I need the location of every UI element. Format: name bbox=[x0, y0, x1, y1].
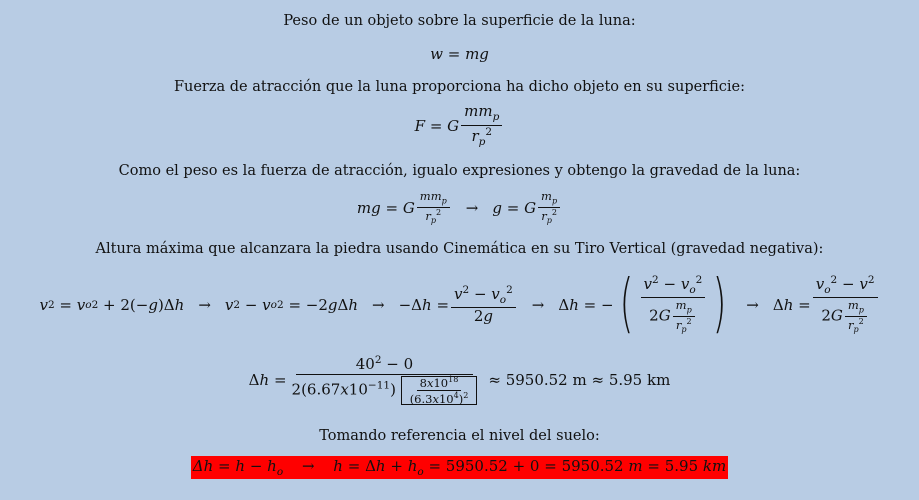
final-result-highlight: $\Delta h = h - h_o \to h = \Delta h + h_o = 5950.52 + 0 = 5950.52$ m = 5.95 km bbox=[192, 456, 727, 478]
equation-force: F = G $\frac{mm_p}{r_p^2}$ bbox=[0, 106, 919, 146]
numeric-result: ≈ 5950.52 m ≈ 5.95 km bbox=[488, 371, 671, 389]
equation-weight: w = mg bbox=[430, 45, 489, 63]
equation-gravity: mg = G $\frac{mm_p}{r_p^2}$ → g = G $\frac{m_p}{r_p^2}$ bbox=[0, 190, 919, 226]
text-weight-title: Peso de un objeto sobre la superficie de la luna: bbox=[283, 13, 636, 29]
text-attraction-force: Fuerza de atracción que la luna proporciona ha dicho objeto en su superficie: bbox=[173, 79, 746, 95]
equation-numeric-height: Δ h = $40^2 - 0$ $2(6.67x10^{-11})$ $\frac{8x10^{18}}{(6.3x10^4)^2}$ ≈ 5950.52 m ≈ 5.95 km bbox=[248, 353, 671, 407]
equation-final-highlighted bbox=[0, 457, 919, 477]
text-equate-expressions: Como el peso es la fuerza de atracción, igualo expresiones y obtengo la gravedad de la luna: bbox=[118, 163, 801, 179]
equation-kinematics: v 2 = v o 2 + 2(− g )Δ h → v 2 − v o 2 = −2 g Δ h → −Δ h = $\frac{v^2 - v_o^2}{2g}$ → Δ h = − ( $v^2 - v_o^2$ 2G $\frac{m_p}{r_p^2}$ ) → Δ h = $v_o^2 - v^2$ 2G $\frac{m_p}{r_p^2}$ bbox=[0, 270, 919, 340]
text-ground-reference: Tomando referencia el nivel del suelo: bbox=[319, 428, 600, 444]
text-max-height: Altura máxima que alcanzara la piedra usando Cinemática en su Tiro Vertical (gravedad negativa): bbox=[95, 241, 824, 257]
